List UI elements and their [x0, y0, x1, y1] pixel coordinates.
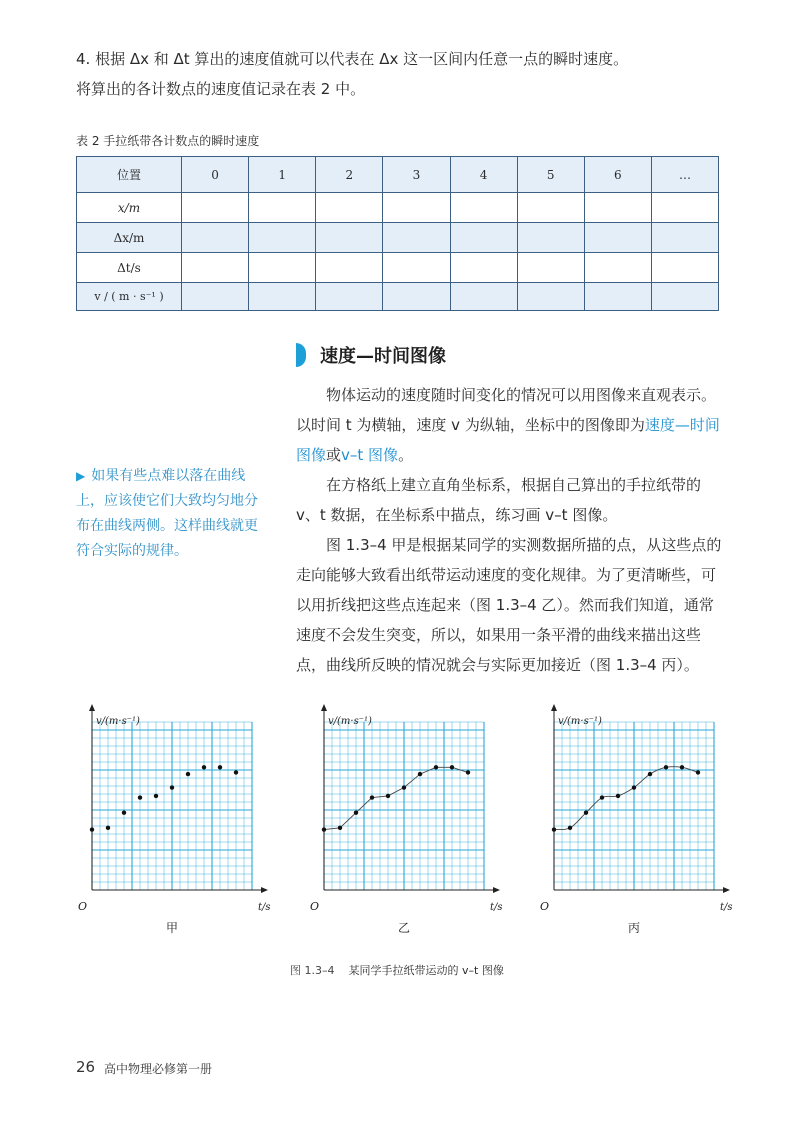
term-velocity-time-graph: 速度—时间图像: [296, 416, 720, 464]
table-cell: [450, 193, 517, 223]
x-axis-label: t/s: [490, 902, 503, 913]
table-cell: [249, 253, 316, 283]
table-cell: [651, 253, 718, 283]
table-cell: [316, 253, 383, 283]
body-text: 或: [326, 446, 342, 464]
table-row: [77, 223, 719, 253]
row-label: x/m: [77, 193, 182, 223]
section-title: 速度—时间图像: [320, 346, 446, 367]
table-cell: [383, 253, 450, 283]
table-cell: [316, 193, 383, 223]
data-point: [106, 826, 110, 830]
data-point: [450, 765, 454, 769]
table-cell: [651, 283, 718, 311]
table-cell: [383, 223, 450, 253]
chart-title: 乙: [397, 921, 411, 935]
table-cell: [182, 283, 249, 311]
x-axis-arrow-icon: [493, 887, 500, 893]
paragraph-step-4: [76, 44, 726, 104]
body-text: 。: [398, 446, 414, 464]
header-cell: 3: [383, 157, 450, 193]
header-cell: 0: [182, 157, 249, 193]
table-cell: [182, 193, 249, 223]
data-point: [584, 811, 588, 815]
velocity-table: [76, 156, 719, 311]
chart-title: 甲: [165, 921, 179, 935]
grid: [324, 722, 484, 890]
data-point: [616, 794, 620, 798]
data-point: [218, 765, 222, 769]
table-cell: [517, 283, 584, 311]
table-cell: [651, 223, 718, 253]
table-cell: [383, 193, 450, 223]
x-axis-label: t/s: [720, 902, 733, 913]
body-paragraph-1: [296, 380, 726, 470]
data-point: [170, 785, 174, 789]
data-point: [322, 827, 326, 831]
data-point: [418, 772, 422, 776]
figure-caption-text: 某同学手拉纸带运动的 v–t 图像: [348, 964, 504, 977]
table-cell: [584, 253, 651, 283]
term-vt-graph: v–t 图像: [341, 446, 399, 464]
origin-label: O: [78, 900, 88, 913]
data-point: [338, 826, 342, 830]
data-point: [370, 795, 374, 799]
header-cell: 5: [517, 157, 584, 193]
body-paragraph-3: 图 1.3–4 甲是根据某同学的实测数据所描的点，从这些点的走向能够大致看出纸带运动速度的变化规律。为了更清晰些，可以用折线把这些点连起来（图 1.3–4 乙）。然而我们知道，通常速度不会发生突变，所以，如果用一条平滑的曲线来描出这些点，曲线所反映的情况就会与实际更加接近（图 1.3–4 丙）。: [296, 536, 722, 674]
vt-chart-bing: [534, 704, 733, 944]
page-number: 26: [76, 1058, 96, 1076]
origin-label: O: [310, 900, 320, 913]
table-cell: [517, 253, 584, 283]
data-point: [90, 827, 94, 831]
y-axis-label: v/(m·s⁻¹): [96, 716, 140, 727]
section-marker: [296, 343, 306, 367]
data-point: [552, 827, 556, 831]
header-cell: 4: [450, 157, 517, 193]
table-cell: [383, 283, 450, 311]
table-cell: [316, 223, 383, 253]
table-cell: [249, 283, 316, 311]
data-point: [386, 794, 390, 798]
figure-caption: [290, 962, 504, 978]
x-axis-label: t/s: [258, 902, 271, 913]
table-cell: [316, 283, 383, 311]
row-label: Δx/m: [77, 223, 182, 253]
side-note-text: 如果有些点难以落在曲线上，应该使它们大致均匀地分布在曲线两侧。这样曲线就更符合实际的规律。: [76, 468, 258, 559]
side-note: [76, 464, 266, 564]
data-point: [434, 765, 438, 769]
figure-number: 图 1.3–4: [290, 964, 335, 977]
table-cell: [584, 193, 651, 223]
header-cell: …: [651, 157, 718, 193]
table-caption: 表 2 手拉纸带各计数点的瞬时速度: [76, 134, 260, 148]
grid: [92, 722, 252, 890]
table-header-row: [77, 157, 719, 193]
table-cell: [584, 223, 651, 253]
paragraph-line-2: 将算出的各计数点的速度值记录在表 2 中。: [76, 80, 366, 98]
data-point: [202, 765, 206, 769]
book-title: 高中物理必修第一册: [104, 1062, 213, 1076]
body-paragraph-2: 在方格纸上建立直角坐标系，根据自己算出的手拉纸带的 v、t 数据，在坐标系中描点，练习画 v–t 图像。: [296, 476, 702, 524]
data-point: [680, 765, 684, 769]
y-axis-arrow-icon: [551, 704, 557, 711]
data-point: [600, 795, 604, 799]
vt-chart-jia: [72, 704, 271, 944]
table-cell: [517, 223, 584, 253]
table-cell: [450, 223, 517, 253]
y-axis-label: v/(m·s⁻¹): [328, 716, 372, 727]
data-point: [568, 826, 572, 830]
table-row: [77, 193, 719, 223]
data-point: [648, 772, 652, 776]
table-cell: [450, 253, 517, 283]
header-cell: 2: [316, 157, 383, 193]
data-point: [122, 811, 126, 815]
table-cell: [249, 223, 316, 253]
y-axis-arrow-icon: [89, 704, 95, 711]
data-point: [186, 772, 190, 776]
origin-label: O: [540, 900, 550, 913]
row-label: Δt/s: [77, 253, 182, 283]
data-point: [354, 811, 358, 815]
body-text: 物体运动的速度随时间变化的情况可以用图像来直观表示。以时间 t 为横轴，速度 v 为纵轴，坐标中的图像即为: [296, 386, 717, 434]
data-point: [234, 770, 238, 774]
y-axis-arrow-icon: [321, 704, 327, 711]
data-point: [402, 785, 406, 789]
table-cell: [182, 253, 249, 283]
x-axis-arrow-icon: [261, 887, 268, 893]
table-cell: [249, 193, 316, 223]
x-axis-arrow-icon: [723, 887, 730, 893]
row-label: v / ( m · s⁻¹ ): [77, 283, 182, 311]
y-axis-label: v/(m·s⁻¹): [558, 716, 602, 727]
table-row: [77, 253, 719, 283]
chart-title: 丙: [627, 921, 641, 935]
table-cell: [584, 283, 651, 311]
data-point: [138, 795, 142, 799]
header-cell: 位置: [77, 157, 182, 193]
data-point: [696, 770, 700, 774]
data-point: [632, 785, 636, 789]
table-cell: [517, 193, 584, 223]
table-cell: [651, 193, 718, 223]
grid: [554, 722, 714, 890]
data-point: [154, 794, 158, 798]
data-point: [664, 765, 668, 769]
table-row: [77, 283, 719, 311]
data-point: [466, 770, 470, 774]
table-cell: [182, 223, 249, 253]
table-cell: [450, 283, 517, 311]
triangle-icon: ▶: [76, 469, 86, 483]
header-cell: 6: [584, 157, 651, 193]
header-cell: 1: [249, 157, 316, 193]
vt-chart-yi: [304, 704, 503, 944]
paragraph-line-1: 4. 根据 Δx 和 Δt 算出的速度值就可以代表在 Δx 这一区间内任意一点的瞬时速度。: [76, 50, 629, 68]
